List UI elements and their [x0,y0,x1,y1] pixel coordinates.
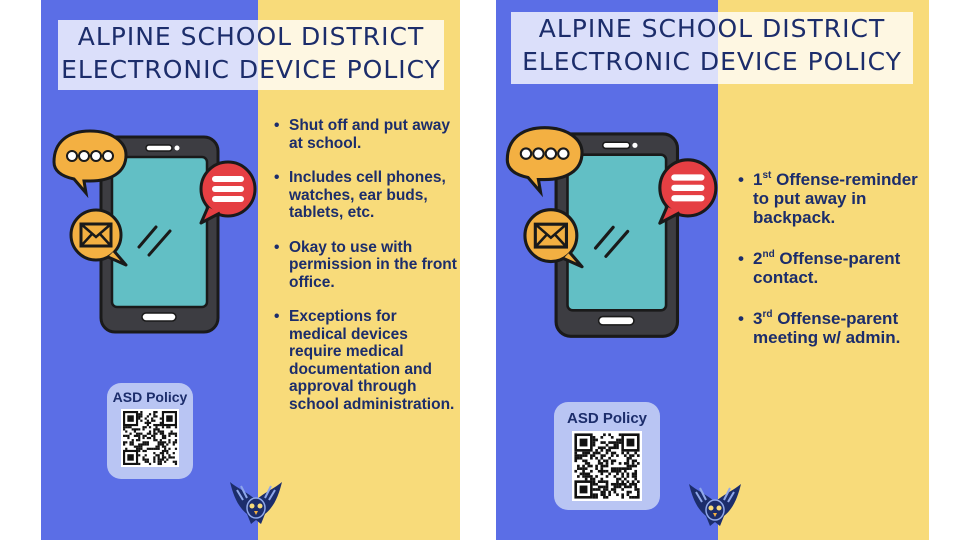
offense-number: 1 [753,170,763,189]
poster-title [511,12,913,84]
qr-card[interactable] [107,383,193,479]
bullet-item [738,249,920,287]
bullet-item: • Shut off and put away at school. [274,117,458,152]
bullet-item: • Okay to use with permission in the front office. [274,239,458,292]
qr-label: ASD Policy [112,389,188,405]
offense-text: Offense-reminder to put away in backpack. [753,170,918,227]
ordinal-suffix: st [762,170,772,181]
phone-illustration [499,120,719,345]
chat-bubble-lines-icon [201,162,255,223]
title-line-2: ELECTRONIC DEVICE POLICY [522,47,902,76]
bullet-item: • Exceptions for medical devices require medical documentation and approval through school administration. [274,308,458,413]
offense-text: Offense-parent meeting w/ admin. [753,309,901,347]
ordinal-suffix: rd [762,309,773,320]
policy-poster-2 [496,0,929,540]
policy-bullet-list [274,117,458,430]
policy-poster-1 [41,0,460,540]
qr-card[interactable] [554,402,660,510]
qr-label: ASD Policy [566,410,648,427]
ordinal-suffix: nd [762,249,775,260]
offense-number: 3 [753,309,763,328]
chat-bubble-lines-icon [660,160,716,223]
qr-code-icon[interactable] [121,409,179,467]
bullet-item [738,309,920,347]
title-line-2: ELECTRONIC DEVICE POLICY [61,55,441,84]
title-line-1: ALPINE SCHOOL DISTRICT [77,22,425,51]
eagle-mascot-icon [688,480,742,530]
title-line-1: ALPINE SCHOOL DISTRICT [538,14,886,43]
offense-bullet-list [738,170,920,369]
offense-number: 2 [753,249,763,268]
bullet-item: • Includes cell phones, watches, ear buds, tablets, etc. [274,169,458,222]
eagle-mascot-icon [229,478,283,528]
offense-text: Offense-parent contact. [753,249,901,287]
bullet-item [738,170,920,227]
qr-code-icon[interactable] [572,431,642,501]
poster-title [58,20,444,90]
phone-illustration [46,127,258,337]
